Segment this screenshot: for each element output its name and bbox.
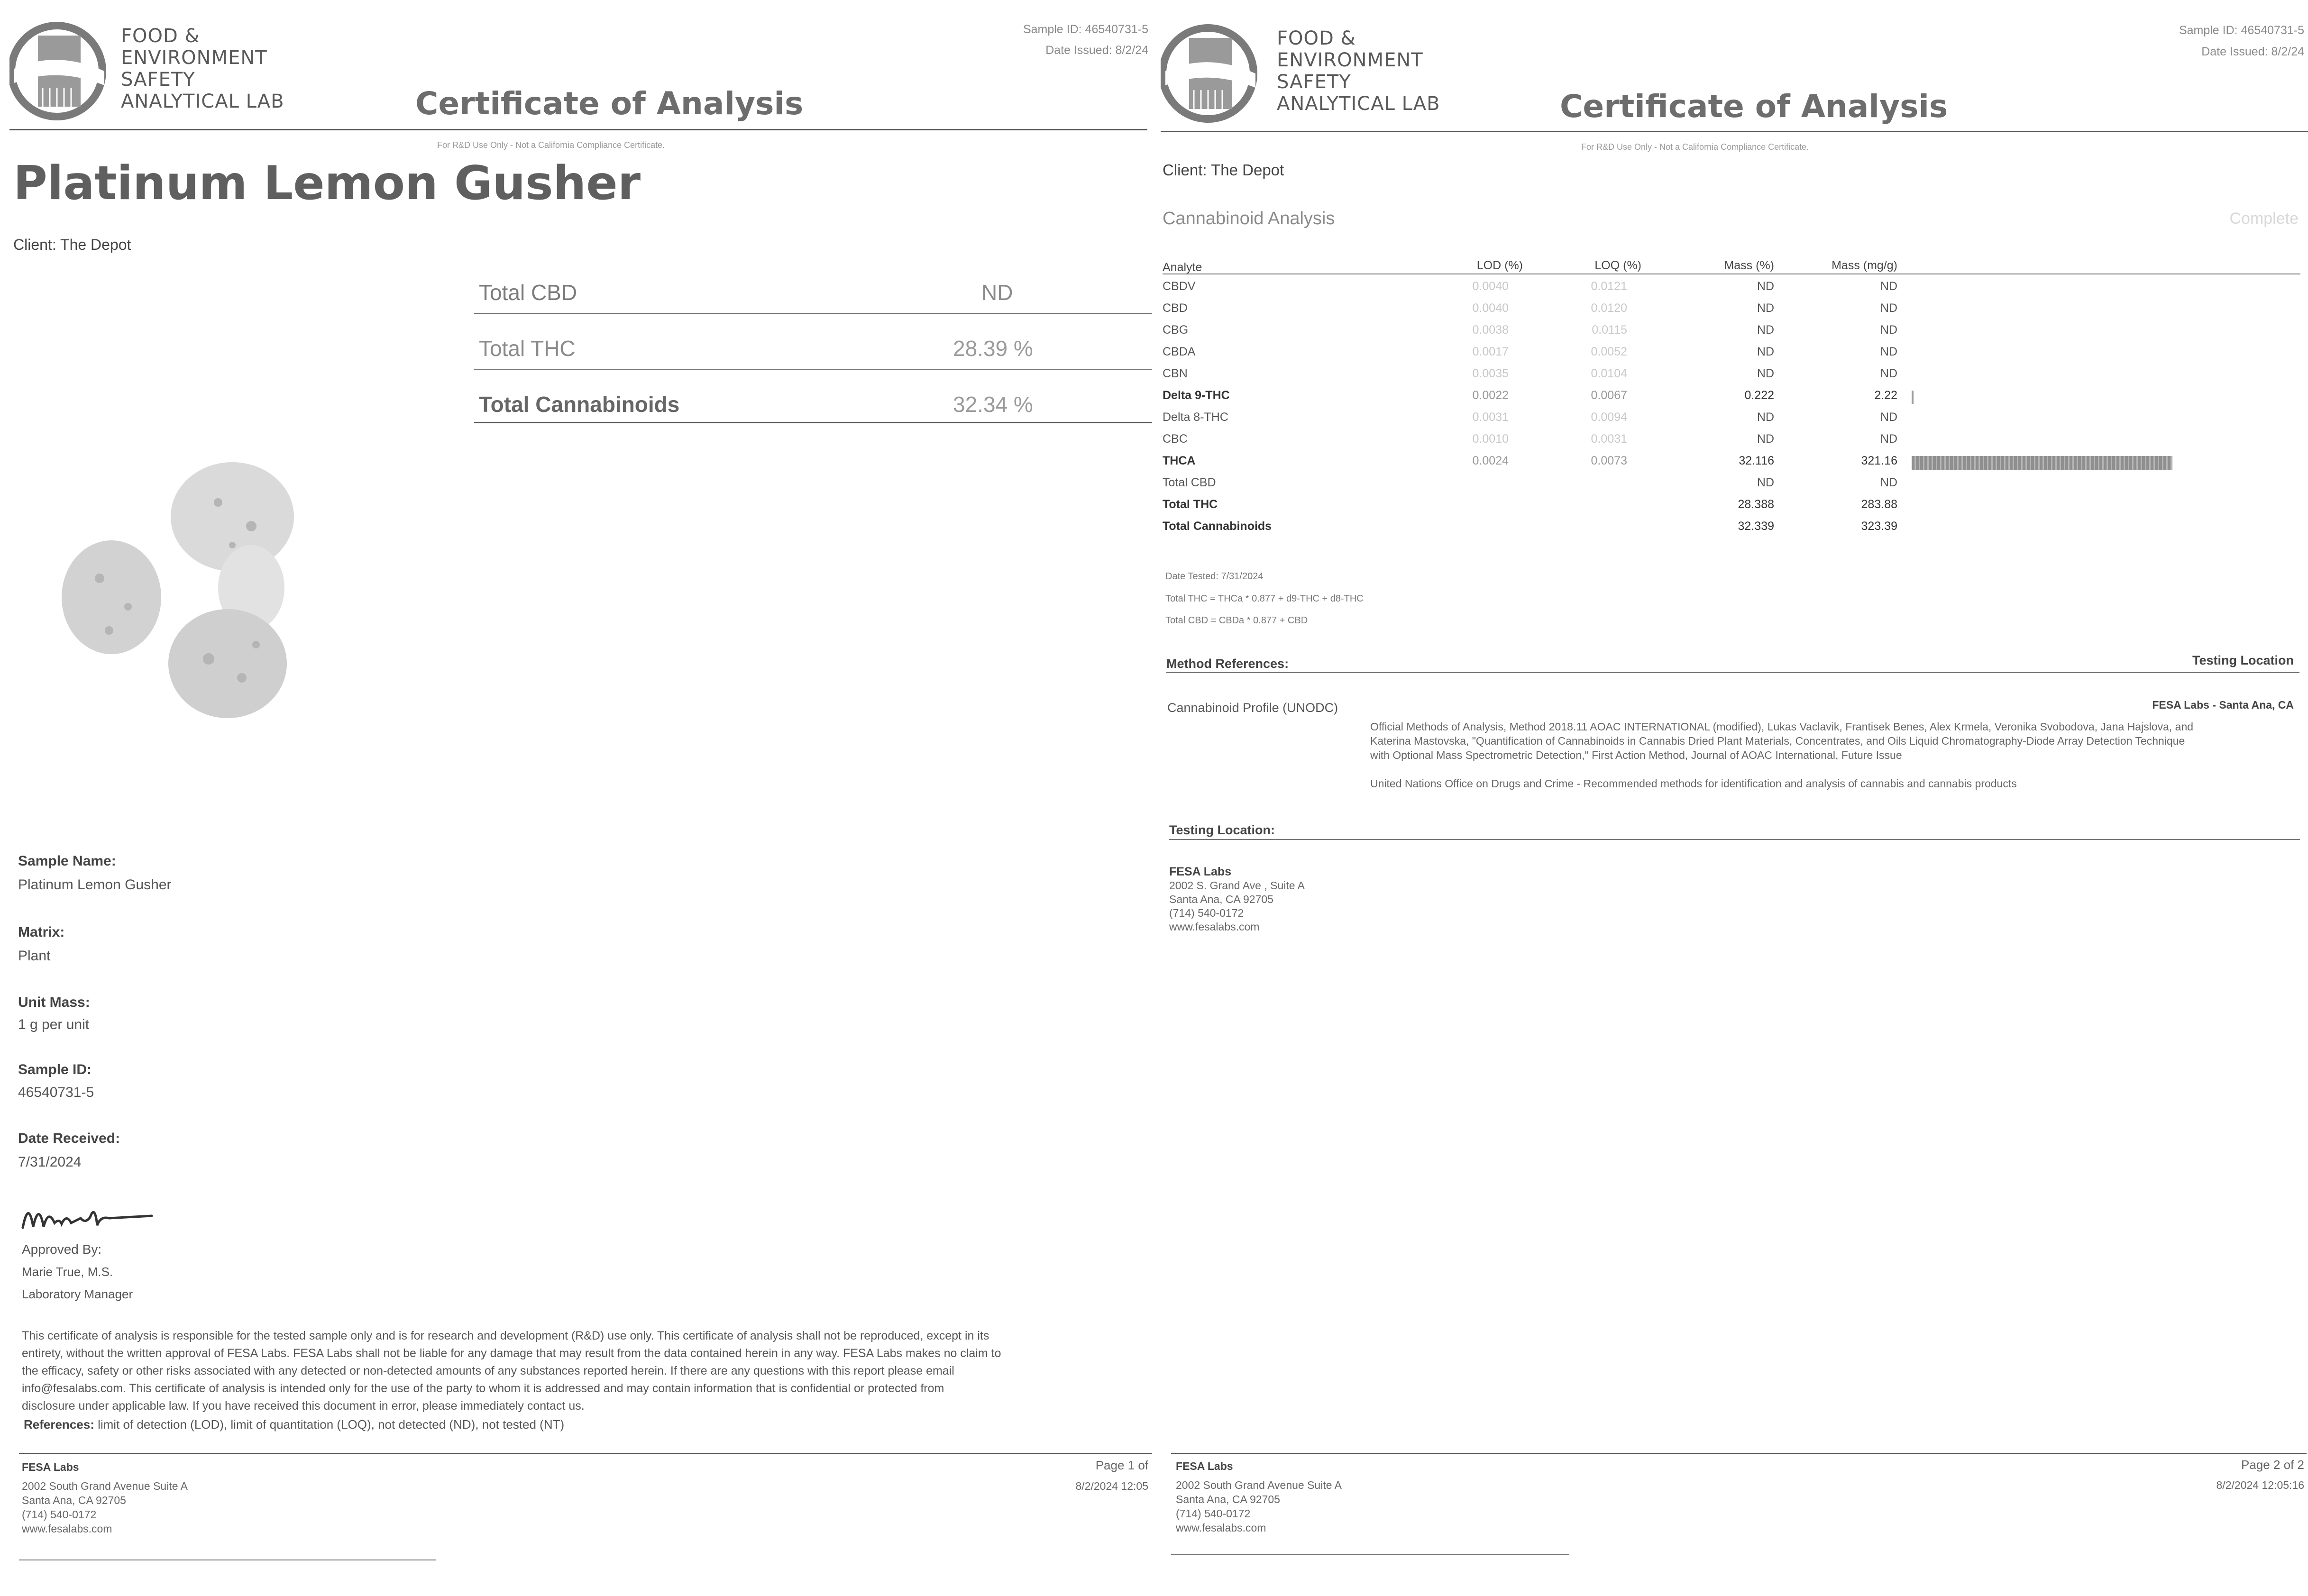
mass-pct-value: ND: [1757, 410, 1774, 424]
footer-lab-name: FESA Labs: [22, 1461, 79, 1473]
lab-logo-line-3: SAFETY: [1277, 71, 1351, 93]
method-reference-aoac-line-3: with Optional Mass Spectrometric Detection," First Action Method, Journal of AOAC International, Future Issue: [1370, 749, 1902, 761]
footer-lab-website: www.fesalabs.com: [1176, 1522, 1266, 1534]
mass-mg-value: 321.16: [1861, 454, 1897, 467]
client-name: Client: The Depot: [1163, 161, 1284, 179]
testing-lab-website: www.fesalabs.com: [1169, 921, 1260, 933]
testing-lab-name: FESA Labs: [1169, 865, 1232, 878]
summary-total-cbd-label: Total CBD: [479, 280, 577, 305]
lod-value: 0.0010: [1472, 432, 1509, 446]
col-mass-mg-header: Mass (mg/g): [1832, 259, 1897, 272]
lod-value: 0.0031: [1472, 410, 1509, 424]
detail-sample-id-value: 46540731-5: [18, 1085, 94, 1100]
date-issued-header: Date Issued: 8/2/24: [1045, 44, 1148, 57]
footer-timestamp: 8/2/2024 12:05: [1075, 1480, 1148, 1492]
detail-unit-mass-label: Unit Mass:: [18, 994, 90, 1010]
mass-mg-value: 2.22: [1874, 389, 1897, 402]
loq-value: 0.0104: [1591, 367, 1627, 380]
summary-total-thc-value: 28.39 %: [953, 336, 1033, 361]
table-row: [1163, 389, 2206, 408]
testing-lab-address-1: 2002 S. Grand Ave , Suite A: [1169, 879, 1305, 892]
col-loq-header: LOQ (%): [1594, 259, 1641, 272]
mass-mg-value: ND: [1880, 367, 1897, 380]
loq-value: 0.0067: [1591, 389, 1627, 402]
legal-disclaimer-line-1: This certificate of analysis is responsible for the tested sample only and is for research and development (R&D) use only. This certificate of analysis shall not be reproduced, except in its: [22, 1329, 989, 1342]
thca-bar: [1912, 456, 2172, 470]
detail-matrix-label: Matrix:: [18, 924, 65, 940]
certificate-title: Certificate of Analysis: [415, 85, 804, 122]
loq-value: 0.0073: [1591, 454, 1627, 467]
legal-disclaimer-line-3: the efficacy, safety or other risks associated with any detected or non-detected amounts of any substances reported herein. If there are any questions with this report please email: [22, 1364, 954, 1377]
detail-date-received-value: 7/31/2024: [18, 1154, 82, 1170]
date-tested: Date Tested: 7/31/2024: [1165, 571, 1264, 582]
mass-mg-value: ND: [1880, 280, 1897, 293]
method-reference-aoac-line-1: Official Methods of Analysis, Method 2018.11 AOAC INTERNATIONAL (modified), Lukas Vaclavik, Frantisek Benes, Alex Krmela, Veronika Svobodova, Jana Hajslova, and: [1370, 720, 2194, 733]
approved-by-label: Approved By:: [22, 1242, 102, 1257]
footer-bottom-rule: [1171, 1554, 1569, 1555]
mass-pct-value: ND: [1757, 323, 1774, 337]
summary-total-cannabinoids-value: 32.34 %: [953, 392, 1033, 417]
total-cbd-formula: Total CBD = CBDa * 0.877 + CBD: [1165, 615, 1308, 626]
lab-logo-line-4: ANALYTICAL LAB: [121, 91, 284, 112]
mass-pct-value: 0.222: [1744, 389, 1774, 402]
testing-location-rule: [1169, 839, 2300, 840]
approver-signature: [19, 1190, 161, 1244]
lab-logo-line-3: SAFETY: [121, 69, 195, 91]
mass-mg-value: ND: [1880, 345, 1897, 358]
table-row: [1163, 520, 1902, 538]
table-row: [1163, 345, 1902, 364]
table-row: [1163, 498, 1902, 517]
lod-value: 0.0035: [1472, 367, 1509, 380]
header-divider: [1161, 131, 2308, 132]
mass-pct-value: ND: [1757, 280, 1774, 293]
legal-disclaimer: [22, 1327, 1001, 1415]
legal-disclaimer-line-5: disclosure under applicable law. If you have received this document in error, please immediately contact us.: [22, 1399, 585, 1413]
summary-divider-3: [474, 422, 1152, 423]
analysis-status: Complete: [2229, 210, 2299, 228]
analyte-name: THCA: [1163, 454, 1196, 467]
footer-lab-name: FESA Labs: [1176, 1460, 1233, 1472]
footer-lab-website: www.fesalabs.com: [22, 1523, 112, 1535]
detail-sample-name-label: Sample Name:: [18, 853, 116, 869]
summary-total-thc-label: Total THC: [479, 336, 576, 361]
footer-lab-phone: (714) 540-0172: [22, 1508, 97, 1521]
lab-logo-line-1: FOOD &: [1277, 27, 1356, 49]
mass-pct-value: ND: [1757, 367, 1774, 380]
mass-mg-value: 323.39: [1861, 520, 1897, 533]
footer-lab-address-1: 2002 South Grand Avenue Suite A: [1176, 1479, 1342, 1491]
table-row: [1163, 280, 1902, 299]
lab-logo-line-1: FOOD &: [121, 25, 200, 47]
product-name: Platinum Lemon Gusher: [13, 156, 641, 210]
loq-value: 0.0120: [1591, 301, 1627, 315]
total-thc-formula: Total THC = THCa * 0.877 + d9-THC + d8-THC: [1165, 593, 1364, 604]
mass-pct-value: 32.339: [1738, 520, 1774, 533]
header-divider: [9, 129, 1147, 130]
lod-value: 0.0040: [1472, 280, 1509, 293]
footer-lab-phone: (714) 540-0172: [1176, 1507, 1251, 1520]
method-reference-aoac-line-2: Katerina Mastovska, "Quantification of Cannabinoids in Cannabis Dried Plant Materials, Concentrates, and Oils Liquid Chromatography-Diode Array Detection Technique: [1370, 735, 2185, 747]
lod-value: 0.0017: [1472, 345, 1509, 358]
compliance-disclaimer: For R&D Use Only - Not a California Compliance Certificate.: [1581, 142, 1809, 152]
analyte-name: CBG: [1163, 323, 1189, 337]
analyte-name: Delta 8-THC: [1163, 410, 1228, 424]
lab-logo-line-4: ANALYTICAL LAB: [1277, 93, 1440, 115]
approver-title: Laboratory Manager: [22, 1287, 133, 1301]
legal-disclaimer-line-4: info@fesalabs.com. This certificate of analysis is intended only for the use of the party to whom it is addressed and may contain information that is confidential or protected from: [22, 1382, 944, 1395]
lab-logo-emblem-icon: [9, 17, 109, 126]
footer-lab: [22, 1460, 188, 1536]
loq-value: 0.0094: [1591, 410, 1627, 424]
testing-location-column-label: Testing Location: [2192, 653, 2294, 667]
loq-value: 0.0031: [1591, 432, 1627, 446]
mass-mg-value: ND: [1880, 432, 1897, 446]
coa-page-2: [1152, 0, 2308, 1596]
summary-total-cbd-value: ND: [981, 280, 1013, 305]
footer-lab-address-1: 2002 South Grand Avenue Suite A: [22, 1480, 188, 1492]
lab-logo-page-2: [1161, 19, 1455, 128]
references-label: References:: [24, 1417, 94, 1432]
lab-logo-line-2: ENVIRONMENT: [121, 47, 267, 69]
coa-page-1: [0, 0, 1152, 1596]
footer-page-number: Page 1 of: [1095, 1458, 1148, 1472]
method-reference-unodc: United Nations Office on Drugs and Crime - Recommended methods for identification and analysis of cannabis and cannabis products: [1370, 777, 2017, 790]
mass-pct-value: ND: [1757, 345, 1774, 358]
summary-panel: [474, 275, 1152, 427]
approver-name: Marie True, M.S.: [22, 1265, 113, 1279]
summary-total-cannabinoids-label: Total Cannabinoids: [479, 392, 680, 417]
loq-value: 0.0052: [1591, 345, 1627, 358]
testing-lab-block: [1169, 865, 1305, 934]
references-line: [24, 1417, 564, 1432]
summary-divider-2: [474, 369, 1152, 370]
cannabinoid-table: [1163, 256, 2300, 550]
loq-value: 0.0121: [1591, 280, 1627, 293]
method-location: FESA Labs - Santa Ana, CA: [2152, 699, 2294, 711]
mass-pct-value: ND: [1757, 432, 1774, 446]
testing-lab-phone: (714) 540-0172: [1169, 907, 1244, 919]
col-analyte-header: Analyte: [1163, 261, 1202, 274]
table-row: [1163, 432, 1902, 451]
mass-mg-value: ND: [1880, 410, 1897, 424]
analyte-name: Delta 9-THC: [1163, 389, 1230, 402]
method-references-rule: [1166, 672, 2299, 673]
mass-pct-value: ND: [1757, 301, 1774, 315]
references-text: limit of detection (LOD), limit of quantitation (LOQ), not detected (ND), not tested (NT): [98, 1417, 565, 1432]
table-row: [1163, 476, 1902, 495]
footer-divider: [1171, 1453, 2307, 1454]
analyte-name: CBDV: [1163, 280, 1196, 293]
footer-page-number: Page 2 of 2: [2241, 1458, 2304, 1472]
mass-pct-value: ND: [1757, 476, 1774, 489]
method-references-label: Method References:: [1166, 657, 1289, 671]
analyte-name: Total CBD: [1163, 476, 1216, 489]
analyte-name: CBC: [1163, 432, 1188, 446]
client-name: Client: The Depot: [13, 236, 131, 253]
analyte-name: Total THC: [1163, 498, 1218, 511]
lod-value: 0.0022: [1472, 389, 1509, 402]
legal-disclaimer-line-2: entirety, without the written approval of FESA Labs. FESA Labs shall not be liable for any damage that may result from the data contained herein in any way. FESA Labs makes no claim to: [22, 1347, 1001, 1360]
sample-id-header: Sample ID: 46540731-5: [1023, 23, 1148, 36]
analyte-name: Total Cannabinoids: [1163, 520, 1272, 533]
testing-location-title: Testing Location:: [1169, 823, 1275, 837]
method-reference-aoac: [1370, 720, 2193, 762]
detail-matrix-value: Plant: [18, 948, 51, 964]
compliance-disclaimer: For R&D Use Only - Not a California Compliance Certificate.: [437, 140, 665, 150]
mass-mg-value: ND: [1880, 323, 1897, 337]
product-photo: [52, 455, 346, 739]
mass-pct-value: 28.388: [1738, 498, 1774, 511]
footer-timestamp: 8/2/2024 12:05:16: [2216, 1479, 2304, 1491]
table-row: [1163, 301, 1902, 320]
footer-lab-address-2: Santa Ana, CA 92705: [22, 1494, 126, 1506]
table-row: [1163, 323, 1902, 342]
summary-divider-1: [474, 313, 1152, 314]
detail-sample-name-value: Platinum Lemon Gusher: [18, 877, 172, 893]
footer-lab: [1176, 1459, 1342, 1535]
lab-logo-line-2: ENVIRONMENT: [1277, 49, 1423, 71]
analyte-name: CBDA: [1163, 345, 1196, 358]
lod-value: 0.0040: [1472, 301, 1509, 315]
mass-mg-value: 283.88: [1861, 498, 1897, 511]
analyte-name: CBN: [1163, 367, 1188, 380]
detail-unit-mass-value: 1 g per unit: [18, 1017, 90, 1032]
table-row: [1163, 410, 1902, 429]
lab-logo: [9, 17, 303, 126]
col-lod-header: LOD (%): [1476, 259, 1523, 272]
table-row: [1163, 367, 1902, 386]
mass-mg-value: ND: [1880, 476, 1897, 489]
lab-logo-emblem-icon: [1161, 19, 1260, 128]
sample-id-header: Sample ID: 46540731-5: [2179, 24, 2304, 37]
footer-divider: [19, 1453, 1152, 1454]
analyte-name: CBD: [1163, 301, 1188, 315]
method-name: Cannabinoid Profile (UNODC): [1167, 701, 1338, 715]
testing-lab-address-2: Santa Ana, CA 92705: [1169, 893, 1273, 905]
lod-value: 0.0024: [1472, 454, 1509, 467]
delta9-thc-bar: [1912, 391, 1914, 404]
loq-value: 0.0115: [1592, 323, 1627, 337]
detail-date-received-label: Date Received:: [18, 1131, 120, 1146]
col-mass-pct-header: Mass (%): [1724, 259, 1774, 272]
detail-sample-id-label: Sample ID:: [18, 1062, 92, 1077]
date-issued-header: Date Issued: 8/2/24: [2201, 45, 2304, 58]
mass-pct-value: 32.116: [1739, 454, 1774, 467]
lod-value: 0.0038: [1472, 323, 1509, 337]
mass-mg-value: ND: [1880, 301, 1897, 315]
footer-lab-address-2: Santa Ana, CA 92705: [1176, 1493, 1280, 1505]
table-row: [1163, 454, 2206, 473]
cannabinoid-analysis-title: Cannabinoid Analysis: [1163, 209, 1335, 228]
certificate-title: Certificate of Analysis: [1560, 88, 1948, 125]
